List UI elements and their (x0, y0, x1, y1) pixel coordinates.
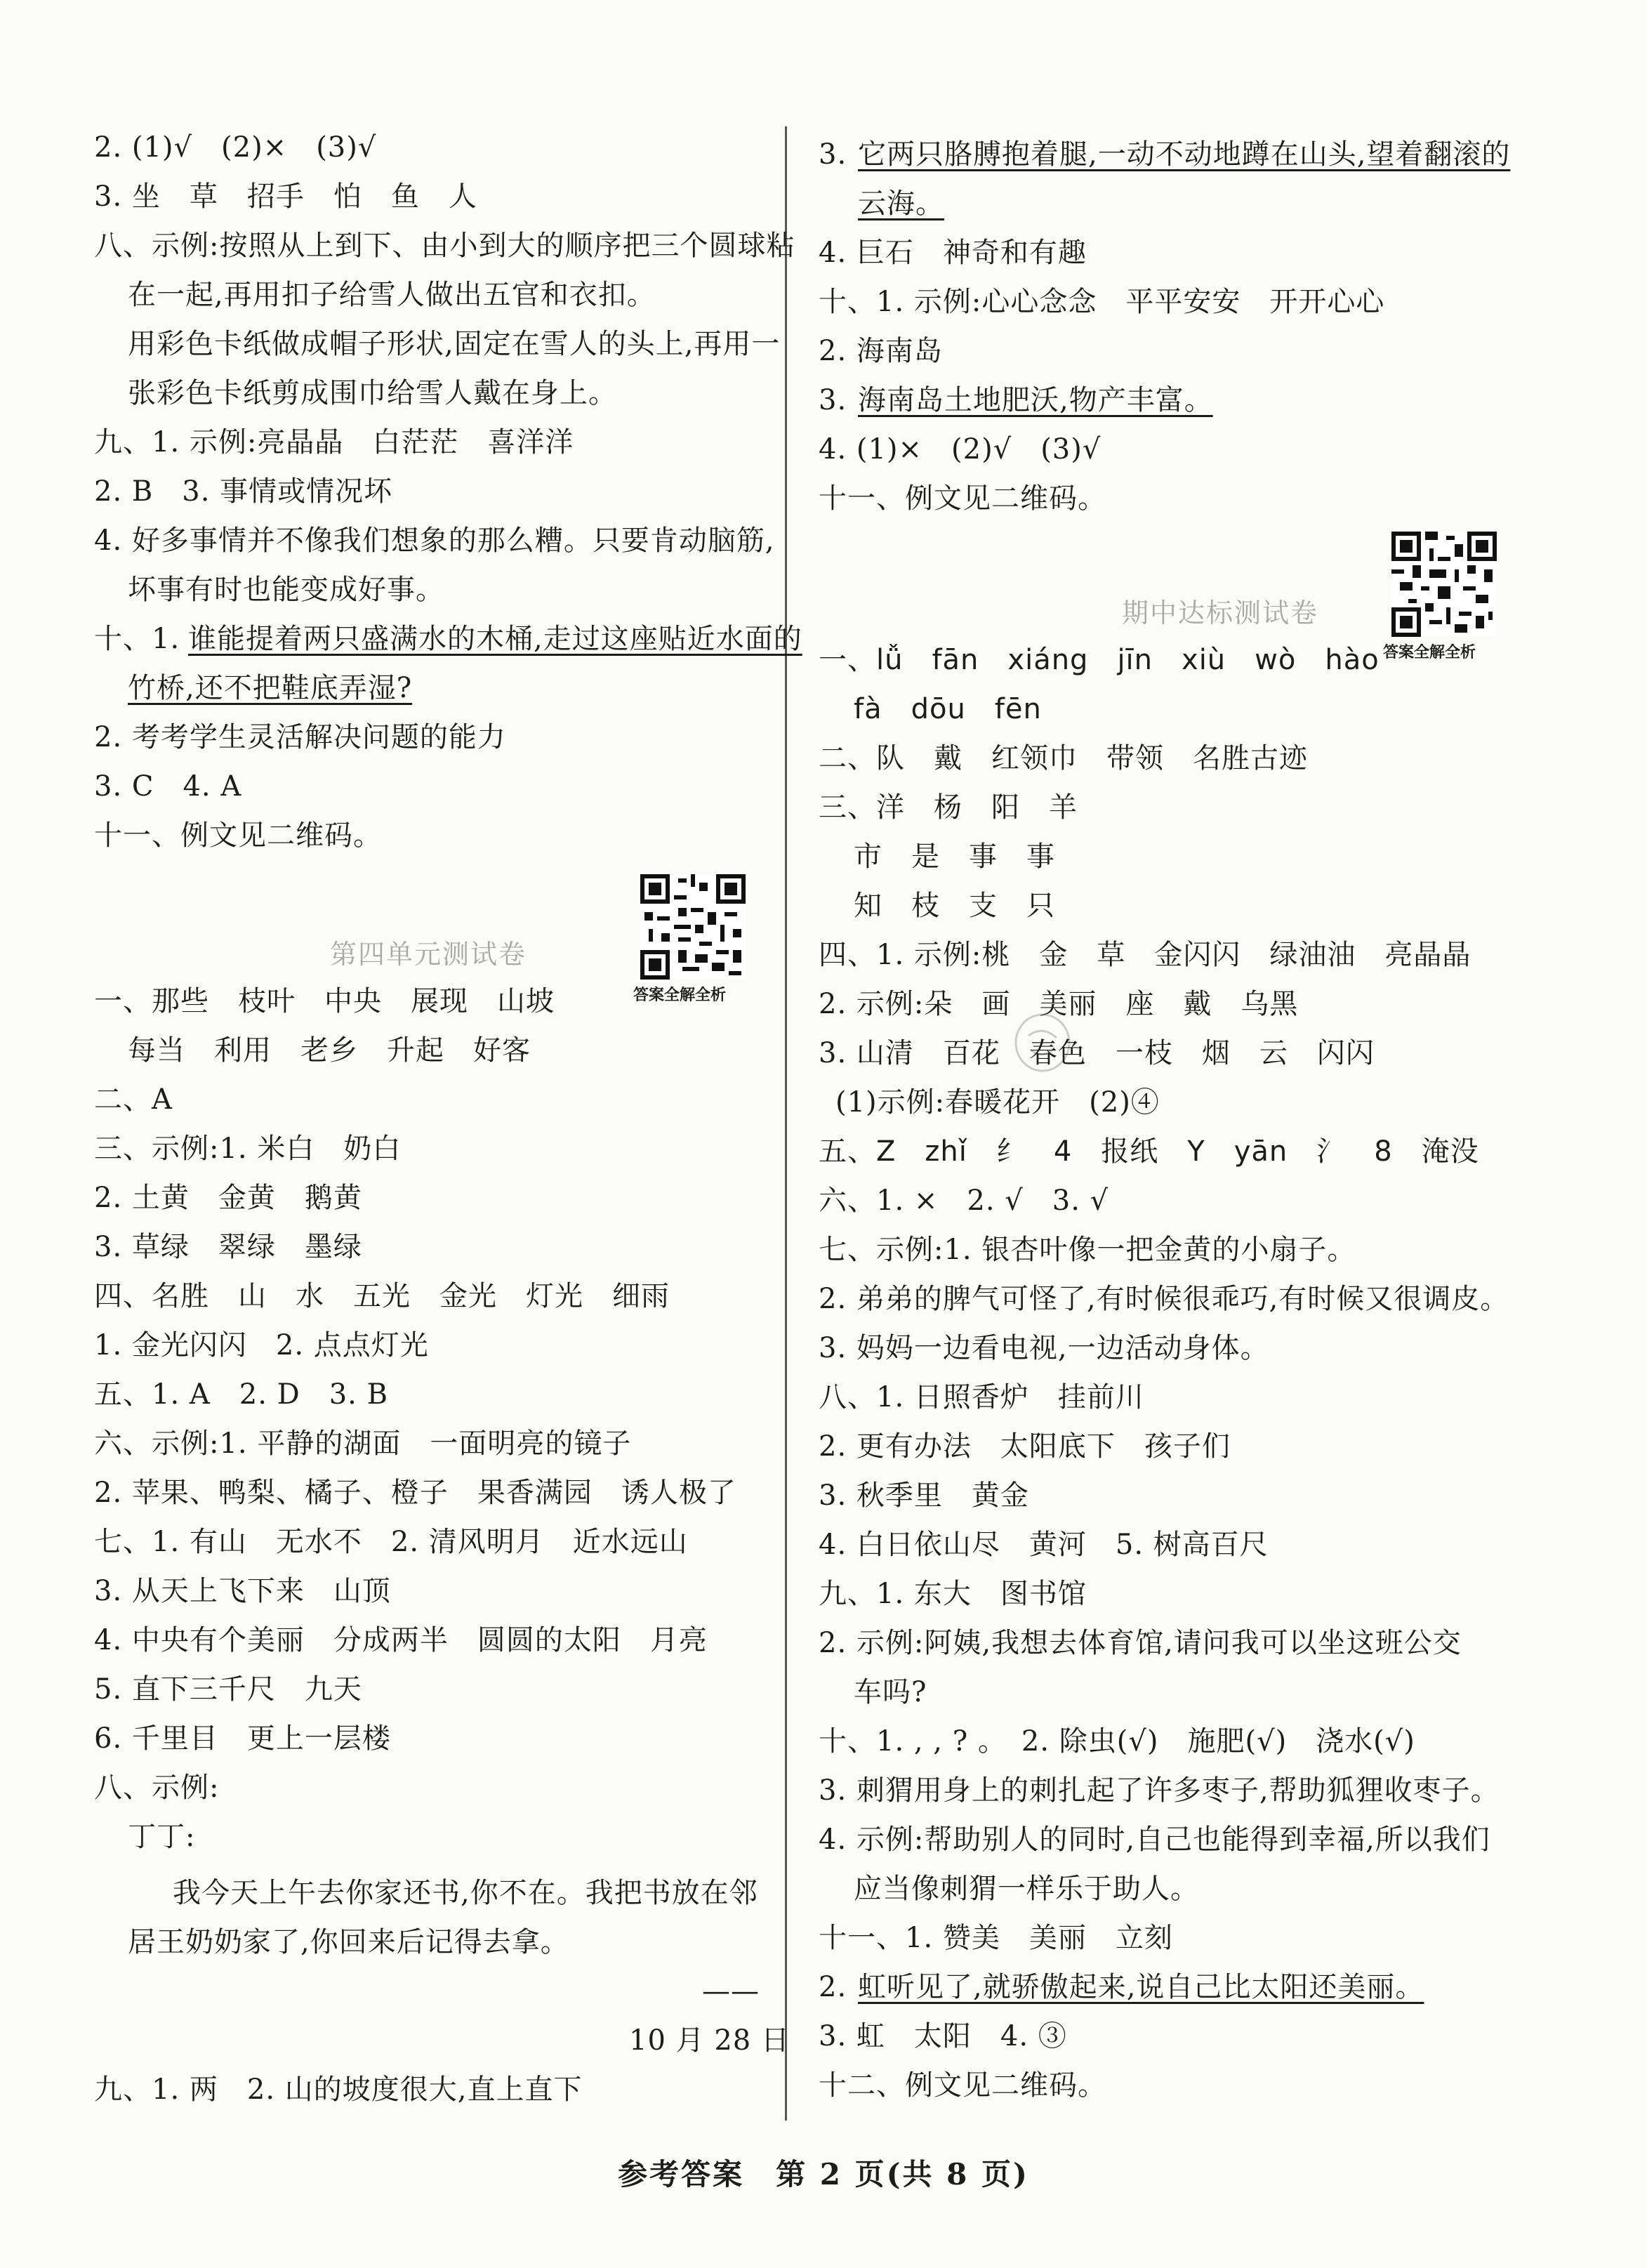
right-answer-line: 4. 巨石 神奇和有趣 (819, 237, 1087, 269)
page-footer: 参考答案 第 2 页(共 8 页) (618, 2157, 1029, 2191)
right-answer-line: 3. (819, 384, 847, 416)
right-answer-line: 3. 妈妈一边看电视,一边活动身体。 (819, 1332, 1269, 1364)
right-answer-line: 2. 示例:朵 画 美丽 座 戴 乌黑 (819, 988, 1299, 1020)
left-answer-line: 七、1. 有山 无水不 2. 清风明月 近水远山 (94, 1526, 688, 1558)
right-answer-line: 3. 刺猬用身上的刺扎起了许多枣子,帮助狐狸收枣子。 (819, 1774, 1500, 1807)
right-answer-line: 十一、1. 赞美 美丽 立刻 (819, 1922, 1173, 1954)
left-answer-line: 谁能提着两只盛满水的木桶,走过这座贴近水面的 (188, 623, 802, 655)
left-answer-line: 三、示例:1. 米白 奶白 (94, 1133, 402, 1165)
section-title-midterm: 期中达标测试卷 (1122, 598, 1319, 628)
right-answer-line: 十、1. , , ? 。 2. 除虫(√) 施肥(√) 浇水(√) (819, 1725, 1415, 1758)
right-answer-line: 市 是 事 事 (854, 840, 1055, 873)
left-answer-line: 二、A (94, 1083, 173, 1116)
right-answer-line: 云海。 (858, 187, 944, 220)
right-answer-line: 十一、例文见二维码。 (819, 482, 1106, 515)
qr-code-icon[interactable] (640, 874, 746, 980)
right-answer-line: 4. 白日依山尽 黄河 5. 树高百尺 (819, 1529, 1269, 1561)
left-answer-line: 一、那些 枝叶 中央 展现 山坡 (94, 985, 555, 1017)
left-answer-line: 九、1. 示例:亮晶晶 白茫茫 喜洋洋 (94, 426, 574, 459)
left-answer-line: 1. 金光闪闪 2. 点点灯光 (94, 1329, 429, 1362)
right-answer-line: 2. 更有办法 太阳底下 孩子们 (819, 1430, 1231, 1463)
left-answer-line: 3. 从天上飞下来 山顶 (94, 1575, 391, 1607)
left-answer-line: 每当 利用 老乡 升起 好客 (128, 1034, 531, 1067)
right-answer-line: 3. 秋季里 黄金 (819, 1479, 1029, 1512)
left-answer-line: 4. 好多事情并不像我们想象的那么糟。只要肯动脑筋, (94, 525, 775, 557)
right-answer-line: 3. (819, 138, 847, 171)
right-answer-line: 2. 海南岛 (819, 335, 943, 367)
left-answer-line: 竹桥,还不把鞋底弄湿? (128, 672, 413, 704)
right-answer-line: 3. 山清 百花 春色 一枝 烟 云 闪闪 (819, 1037, 1375, 1069)
right-answer-line: 知 枝 支 只 (854, 890, 1055, 922)
qr-caption: 答案全解全析 (633, 987, 727, 1004)
left-answer-line: 十一、例文见二维码。 (94, 819, 382, 852)
left-answer-line: 2. B 3. 事情或情况坏 (94, 475, 393, 508)
left-answer-line: 在一起,再用扣子给雪人做出五官和衣扣。 (128, 279, 656, 311)
right-answer-line: 虹听见了,就骄傲起来,说自己比太阳还美丽。 (858, 1971, 1424, 2003)
left-answer-line: 我今天上午去你家还书,你不在。我把书放在邻 (173, 1877, 758, 1909)
left-answer-line: 4. 中央有个美丽 分成两半 圆圆的太阳 月亮 (94, 1624, 708, 1656)
right-answer-line: 2. 弟弟的脾气可怪了,有时候很乖巧,有时候又很调皮。 (819, 1283, 1509, 1315)
right-answer-line: 4. (1)× (2)√ (3)√ (819, 433, 1102, 466)
right-answer-line: 三、洋 杨 阳 羊 (819, 791, 1078, 824)
left-answer-line: 六、示例:1. 平静的湖面 一面明亮的镜子 (94, 1428, 632, 1460)
right-answer-line: 车吗? (854, 1676, 927, 1708)
right-answer-line: 它两只胳膊抱着腿,一动不动地蹲在山头,望着翻滚的 (858, 138, 1511, 171)
right-answer-line: (1)示例:春暖花开 (2)④ (835, 1086, 1160, 1119)
qr-caption: 答案全解全析 (1383, 644, 1476, 661)
right-answer-line: 五、Z zhǐ 纟 4 报纸 Y yān 氵 8 淹没 (819, 1135, 1479, 1168)
right-answer-line: 十、1. 示例:心心念念 平平安安 开开心心 (819, 286, 1385, 318)
left-answer-line: 3. 坐 草 招手 怕 鱼 人 (94, 180, 477, 213)
left-answer-line: —— (702, 1975, 760, 2007)
section-title-unit4: 第四单元测试卷 (330, 939, 527, 970)
right-answer-line: 海南岛土地肥沃,物产丰富。 (858, 384, 1213, 416)
right-answer-line: 七、示例:1. 银杏叶像一把金黄的小扇子。 (819, 1234, 1356, 1266)
right-answer-line: fà dōu fēn (854, 693, 1042, 725)
left-answer-line: 3. 草绿 翠绿 墨绿 (94, 1231, 362, 1263)
left-answer-line: 四、名胜 山 水 五光 金光 灯光 细雨 (94, 1280, 670, 1312)
right-answer-line: 应当像刺猬一样乐于助人。 (854, 1873, 1199, 1905)
left-answer-line: 张彩色卡纸剪成围巾给雪人戴在身上。 (128, 377, 617, 409)
qr-code-icon[interactable] (1391, 532, 1497, 637)
right-answer-line: 3. 虹 太阳 4. ③ (819, 2020, 1067, 2052)
left-answer-line: 十、1. (94, 623, 180, 655)
left-answer-line: 丁丁: (128, 1821, 196, 1853)
left-answer-line: 用彩色卡纸做成帽子形状,固定在雪人的头上,再用一 (128, 328, 781, 360)
right-answer-line: 四、1. 示例:桃 金 草 金闪闪 绿油油 亮晶晶 (819, 939, 1471, 971)
left-answer-line: 五、1. A 2. D 3. B (94, 1378, 388, 1411)
right-answer-line: 4. 示例:帮助别人的同时,自己也能得到幸福,所以我们 (819, 1824, 1490, 1856)
left-answer-line: 5. 直下三千尺 九天 (94, 1673, 362, 1706)
left-answer-line: 九、1. 两 2. 山的坡度很大,直上直下 (94, 2073, 583, 2106)
left-answer-line: 八、示例:按照从上到下、由小到大的顺序把三个圆球粘 (94, 230, 795, 262)
left-answer-line: 2. 考考学生灵活解决问题的能力 (94, 721, 506, 753)
right-answer-line: 一、lǚ fān xiáng jīn xiù wò hào (819, 644, 1380, 676)
left-answer-line: 坏事有时也能变成好事。 (128, 574, 444, 606)
right-answer-line: 二、队 戴 红领巾 带领 名胜古迹 (819, 742, 1308, 774)
left-answer-line: 2. 土黄 金黄 鹅黄 (94, 1182, 362, 1214)
left-answer-line: 居王奶奶家了,你回来后记得去拿。 (128, 1926, 569, 1958)
right-answer-line: 八、1. 日照香炉 挂前川 (819, 1381, 1144, 1413)
left-answer-line: 八、示例: (94, 1772, 220, 1804)
right-answer-line: 2. (819, 1971, 847, 2003)
left-answer-line: 6. 千里目 更上一层楼 (94, 1722, 391, 1755)
left-answer-line: 2. 苹果、鸭梨、橘子、橙子 果香满园 诱人极了 (94, 1477, 736, 1509)
right-answer-line: 六、1. × 2. √ 3. √ (819, 1185, 1109, 1217)
right-answer-line: 2. 示例:阿姨,我想去体育馆,请问我可以坐这班公交 (819, 1627, 1462, 1659)
right-answer-line: 十二、例文见二维码。 (819, 2069, 1106, 2102)
left-answer-line: 3. C 4. A (94, 770, 242, 803)
right-answer-line: 九、1. 东大 图书馆 (819, 1578, 1087, 1610)
left-answer-line: 10 月 28 日 (629, 2024, 790, 2057)
left-answer-line: 2. (1)√ (2)× (3)√ (94, 131, 377, 164)
